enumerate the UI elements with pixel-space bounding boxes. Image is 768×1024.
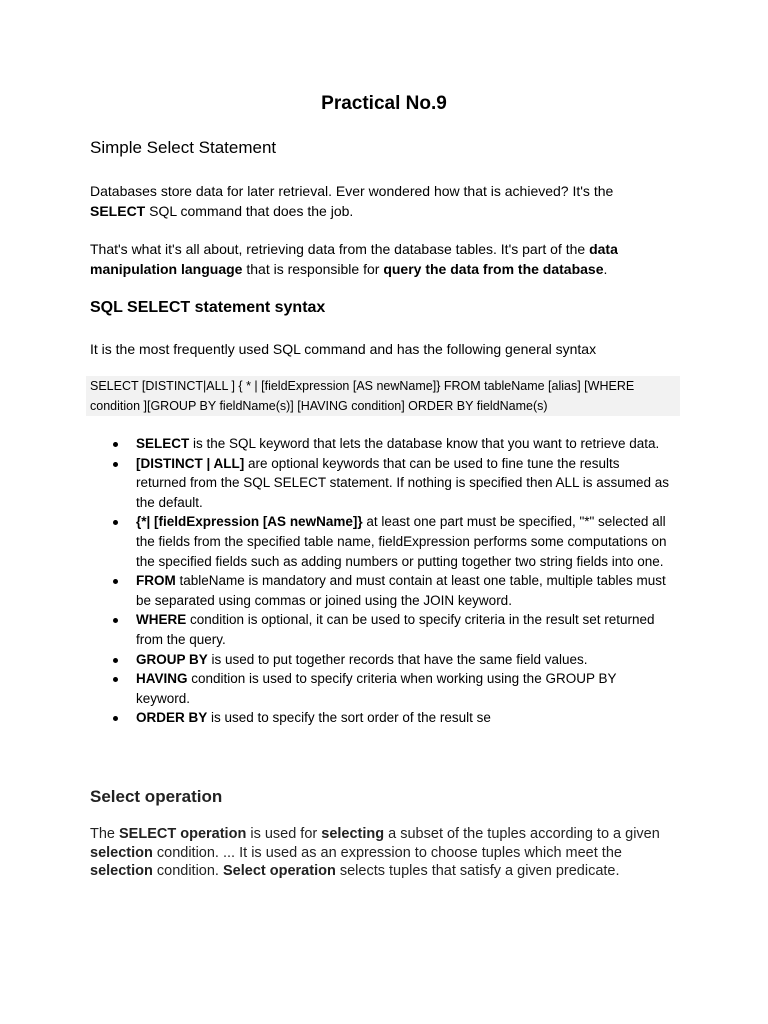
text-run: is used for: [246, 826, 322, 842]
bullet-icon: [113, 658, 118, 663]
bullet-icon: [113, 618, 118, 623]
bold-text-run: selecting: [321, 826, 385, 842]
bullet-keyword: WHERE: [136, 612, 187, 628]
bullet-keyword: SELECT: [136, 436, 190, 451]
bold-text-run: SELECT operation: [119, 826, 247, 842]
text-run: Databases store data for later retrieval. Ever wondered how that is achieved? It's the: [90, 183, 614, 199]
bold-text-run: query the data from the database: [383, 261, 604, 277]
list-item: [110, 512, 672, 571]
list-item: [110, 650, 672, 670]
text-run: selects tuples that satisfy a given predicate.: [335, 863, 620, 879]
syntax-heading: SQL SELECT statement syntax: [90, 299, 326, 316]
syntax-intro: It is the most frequently used SQL command and has the following general syntax: [90, 341, 597, 357]
bullet-text: tableName is mandatory and must contain at least one table, multiple tables must be separated using commas or joined using the JOIN keyword.: [136, 573, 666, 608]
bullet-keyword: [DISTINCT | ALL]: [136, 455, 245, 471]
syntax-code-block: SELECT [DISTINCT|ALL ] { * | [fieldExpression [AS newName]} FROM tableName [alias] [WHERE condition ][GROUP BY fieldName(s)] [HAVING condition] ORDER BY fieldName(s): [86, 376, 680, 416]
bullet-icon: [113, 442, 118, 447]
bullet-keyword: ORDER BY: [136, 710, 208, 726]
bullet-text: are optional keywords that can be used to fine tune the results returned from the SQL SELECT statement. If nothing is specified then ALL is assumed as the default.: [136, 455, 670, 510]
bullet-icon: [113, 579, 118, 584]
text-run: The: [90, 826, 120, 842]
list-item: [110, 708, 672, 728]
list-item: [110, 669, 672, 708]
bullet-icon: [113, 462, 118, 467]
bullet-text: is the SQL keyword that lets the database know that you want to retrieve data.: [189, 436, 660, 451]
bullet-icon: [113, 716, 118, 721]
bullet-text: condition is used to specify criteria when working using the GROUP BY keyword.: [136, 671, 617, 706]
list-item: [110, 571, 672, 610]
bullet-text: is used to put together records that have the same field values.: [207, 651, 588, 667]
page-title: Practical No.9: [321, 93, 447, 114]
bullet-keyword: GROUP BY: [136, 651, 208, 667]
bullet-text: condition is optional, it can be used to specify criteria in the result set returned from the query.: [136, 612, 655, 647]
bullet-keyword: FROM: [136, 573, 176, 589]
select-operation-heading: Select operation: [90, 787, 223, 806]
text-run: .: [603, 261, 608, 277]
bullet-keyword: HAVING: [136, 671, 188, 687]
list-item: [110, 454, 672, 513]
bullet-icon: [113, 520, 118, 525]
text-run: SQL command that does the job.: [145, 203, 354, 219]
bold-text-run: Select operation: [223, 863, 336, 879]
bullet-keyword: {*| [fieldExpression [AS newName]}: [136, 514, 363, 530]
list-item: [110, 610, 672, 649]
text-run: that is responsible for: [242, 261, 384, 277]
text-run: condition.: [152, 863, 223, 879]
bold-text-run: selection: [90, 844, 153, 861]
bullet-text: is used to specify the sort order of the result se: [207, 710, 491, 726]
bullet-text: at least one part must be specified, "*" selected all the fields from the specified table name, fieldExpression performs some computations on the specified fields such as adding numbers or putting together two string fields into one.: [136, 514, 667, 569]
bullet-icon: [113, 677, 118, 682]
section-subtitle: Simple Select Statement: [90, 138, 277, 157]
select-operation-paragraph: [90, 825, 680, 881]
bold-text-run: selection: [90, 863, 153, 879]
text-run: a subset of the tuples according to a given: [384, 826, 660, 842]
text-run: That's what it's all about, retrieving data from the database tables. It's part of the: [90, 241, 590, 257]
list-item: [110, 434, 672, 454]
bold-text-run: SELECT: [90, 203, 146, 219]
intro-paragraph-2: [90, 239, 670, 279]
intro-paragraph-1: [90, 181, 670, 221]
text-run: condition. ... It is used as an expression to choose tuples which meet the: [152, 844, 622, 861]
syntax-bullet-list: [110, 434, 672, 728]
bold-text-run: data manipulation language: [90, 241, 618, 277]
